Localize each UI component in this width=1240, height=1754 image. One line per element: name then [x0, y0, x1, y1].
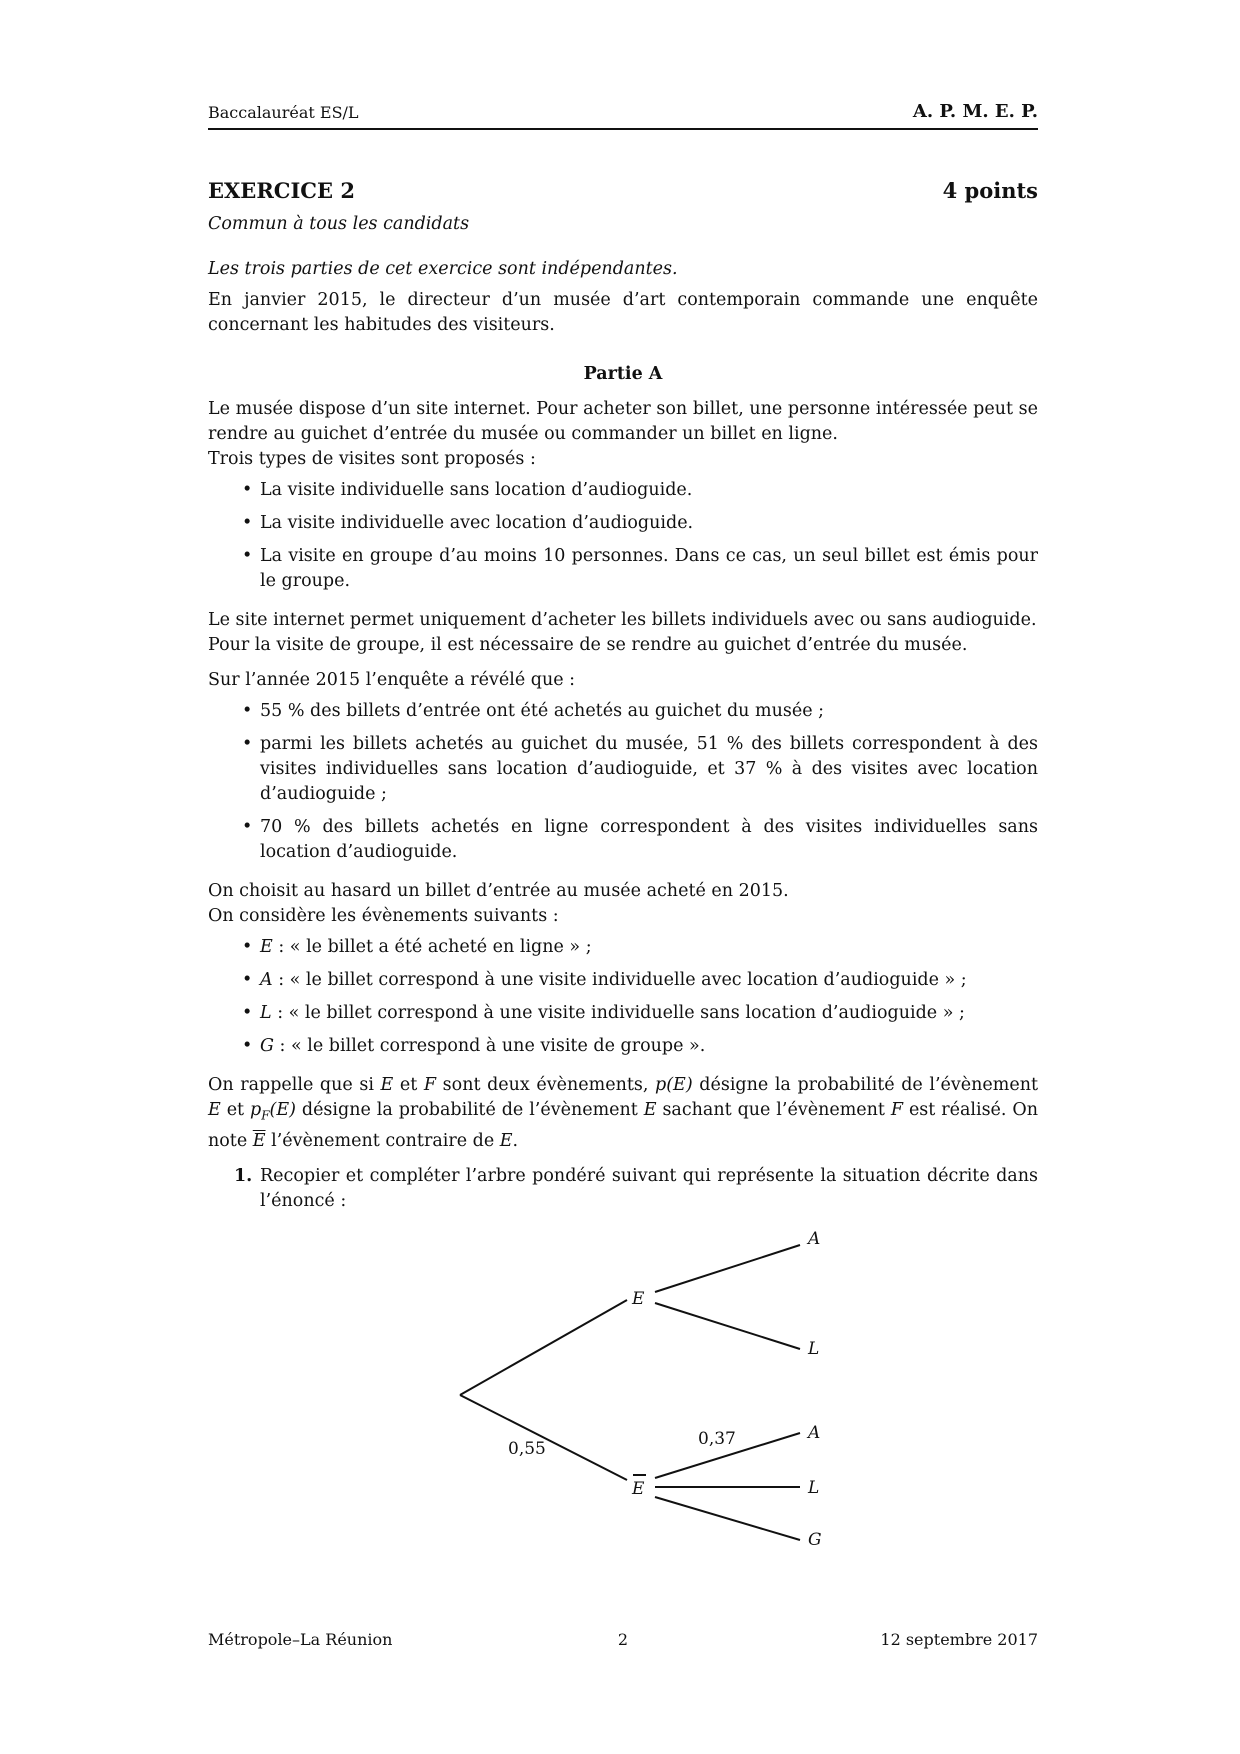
part-a-p2: Le site internet permet uniquement d’acheter les billets individuels avec ou sans audioguide. [208, 610, 1037, 630]
events-list [208, 935, 1038, 1059]
part-a-p3: Sur l’année 2015 l’enquête a révélé que : [208, 670, 576, 690]
event-symbol: A [260, 970, 273, 990]
recall-t3: sont deux évènements, [436, 1075, 656, 1095]
visit-types-list [208, 478, 1038, 594]
branch-ebar-a [655, 1433, 800, 1478]
part-a-p1: Le musée dispose d’un site internet. Pour acheter son billet, une personne intéressée peut se rendre au guichet d’entrée du musée ou commander un billet en ligne. [208, 399, 1038, 444]
prob-arg: (E) [269, 1100, 296, 1120]
question-number: 1. [234, 1165, 253, 1186]
recall-t4: désigne la probabilité de l’évènement [692, 1075, 1038, 1095]
intro-independent: Les trois parties de cet exercice sont indépendantes. [208, 259, 678, 279]
branch-e-a [655, 1245, 800, 1292]
recall-t7: sachant que l’évènement [656, 1100, 891, 1120]
recall-t1: On rappelle que si [208, 1075, 381, 1095]
part-a-p2b: Pour la visite de groupe, il est nécessaire de se rendre au guichet d’entrée du musée. [208, 635, 968, 655]
exercise-title-rest: XERCICE [224, 178, 334, 203]
var-e: E [208, 1100, 221, 1120]
node-e: E [632, 1289, 645, 1309]
leaf-l-2: L [808, 1478, 820, 1498]
leaf-a-1: A [808, 1229, 821, 1249]
var-e-bar: $\overline{E}$ [252, 1130, 266, 1151]
event-text: : « le billet correspond à une visite individuelle sans location d’audioguide » ; [271, 1003, 965, 1023]
node-e-bar: E [632, 1479, 645, 1499]
list-item [260, 935, 1038, 960]
recall-paragraph [208, 1073, 1038, 1154]
branch-ebar-g [655, 1497, 800, 1540]
recall-t10: . [512, 1130, 519, 1151]
event-symbol: G [260, 1036, 274, 1056]
event-text: : « le billet correspond à une visite individuelle avec location d’audioguide » ; [272, 970, 967, 990]
weight-root-ebar: 0,55 [508, 1439, 546, 1459]
event-symbol: L [260, 1003, 272, 1023]
footer-left: Métropole–La Réunion [208, 1630, 393, 1649]
recall-t5: et [220, 1100, 250, 1120]
page-header [208, 100, 1038, 130]
var-f: F [890, 1100, 904, 1120]
survey-facts-list [208, 699, 1038, 865]
exercise-title-first: E [208, 178, 225, 203]
intro-context: En janvier 2015, le directeur d’un musée d’art contemporain commande une enquête concernant les habitudes des visiteurs. [208, 290, 1038, 335]
branch-root-e [460, 1300, 627, 1395]
part-a-p4b: On considère les évènements suivants : [208, 906, 559, 926]
var-e: E [499, 1130, 513, 1151]
var-e: E [380, 1075, 394, 1095]
weight-ebar-a: 0,37 [698, 1429, 736, 1449]
recall-t8: est réalisé. On note [208, 1100, 1038, 1151]
main-content [208, 178, 1038, 1214]
exercise-title [208, 178, 1038, 212]
leaf-g: G [808, 1530, 822, 1550]
part-a-title: Partie A [583, 364, 663, 384]
branch-root-ebar [460, 1395, 627, 1480]
recall-t2: et [393, 1075, 424, 1095]
question-1 [208, 1164, 1038, 1214]
list-item [260, 1034, 1038, 1059]
event-text: : « le billet correspond à une visite de groupe ». [273, 1036, 706, 1056]
var-f: F [423, 1075, 437, 1095]
part-a-p4: On choisit au hasard un billet d’entrée au musée acheté en 2015. [208, 881, 789, 901]
part-a-p1b: Trois types de visites sont proposés : [208, 449, 536, 469]
list-item [260, 968, 1038, 993]
list-item: • 70 % des billets achetés en ligne correspondent à des visites individuelles sans location d’audioguide. [260, 815, 1038, 865]
exercise-points: 4 points [942, 178, 1038, 203]
question-text: Recopier et compléter l’arbre pondéré suivant qui représente la situation décrite dans l’énoncé : [260, 1165, 1038, 1211]
recall-t9: l’évènement contraire de [265, 1130, 500, 1151]
page-footer [208, 1630, 1038, 1654]
prob-subscript-f: F [261, 1108, 270, 1123]
list-item: • parmi les billets achetés au guichet du musée, 51 % des billets correspondent à des visites individuelles sans location d’audioguide, et 37 % à des visites avec location d’audioguide ; [260, 732, 1038, 807]
prob-p: p [250, 1100, 262, 1120]
footer-date: 12 septembre 2017 [880, 1630, 1038, 1649]
event-symbol: E [260, 937, 273, 957]
leaf-a-2: A [808, 1423, 821, 1443]
leaf-l-1: L [808, 1339, 820, 1359]
header-right: A. P. M. E. P. [912, 101, 1038, 122]
header-left: Baccalauréat ES/L [208, 103, 359, 122]
list-item: • La visite individuelle sans location d’audioguide. [260, 478, 1038, 503]
event-text: : « le billet a été acheté en ligne » ; [272, 937, 592, 957]
exercise-number: 2 [340, 178, 355, 203]
page-number: 2 [617, 1630, 629, 1649]
prob-pe: p(E) [655, 1075, 693, 1095]
list-item: • La visite individuelle avec location d’audioguide. [260, 511, 1038, 536]
exercise-subtitle: Commun à tous les candidats [208, 214, 470, 234]
recall-t6: désigne la probabilité de l’évènement [295, 1100, 644, 1120]
branch-e-l [655, 1303, 800, 1349]
list-item: • La visite en groupe d’au moins 10 personnes. Dans ce cas, un seul billet est émis pour le groupe. [260, 544, 1038, 594]
list-item: • 55 % des billets d’entrée ont été achetés au guichet du musée ; [260, 699, 1038, 724]
list-item [260, 1001, 1038, 1026]
var-e: E [643, 1100, 657, 1120]
